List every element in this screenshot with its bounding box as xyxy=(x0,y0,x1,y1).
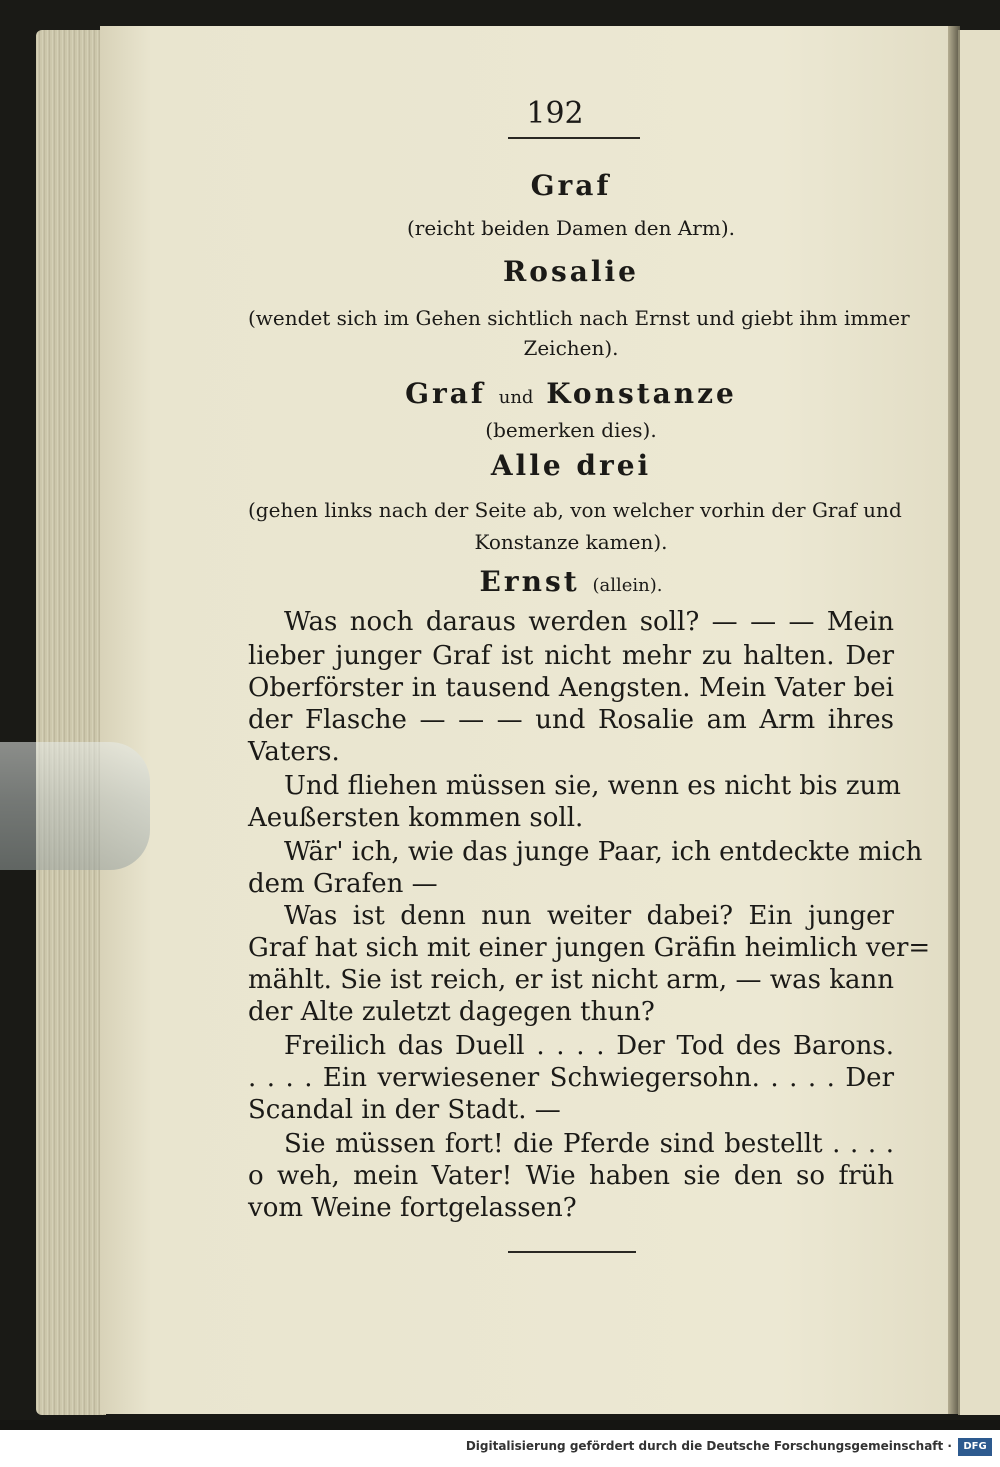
funding-note: Digitalisierung gefördert durch die Deutsche Forschungsgemeinschaft · xyxy=(465,1439,952,1453)
page-number: 192 xyxy=(526,96,584,131)
speaker-heading xyxy=(248,378,894,414)
header-rule xyxy=(508,137,640,139)
text-line: lieber junger Graf ist nicht mehr zu halten. Der xyxy=(248,641,894,671)
text-line: Scandal in der Stadt. — xyxy=(248,1095,561,1125)
next-page-edge xyxy=(958,30,1000,1415)
text-line: Freilich das Duell . . . . Der Tod des Barons. xyxy=(284,1031,894,1061)
text-line: . . . . Ein verwiesener Schwiegersohn. . . . . Der xyxy=(248,1063,894,1093)
speaker-heading xyxy=(248,566,894,602)
text-line: Graf hat sich mit einer jungen Gräfin heimlich ver= xyxy=(248,933,931,963)
text-line: vom Weine fortgelassen? xyxy=(248,1193,577,1223)
page-clip xyxy=(0,742,150,870)
stage-direction: (wendet sich im Gehen sichtlich nach Ernst und giebt ihm immer xyxy=(248,306,910,330)
text-line: Sie müssen fort! die Pferde sind bestellt . . . . xyxy=(284,1129,894,1159)
text-line: o weh, mein Vater! Wie haben sie den so früh xyxy=(248,1161,894,1191)
speaker-conjunction: und xyxy=(498,387,534,408)
text-line: Was noch daraus werden soll? — — — Mein xyxy=(284,607,894,637)
text-line: Was ist denn nun weiter dabei? Ein junger xyxy=(284,901,894,931)
speaker-heading: Graf xyxy=(530,169,612,202)
text-line: mählt. Sie ist reich, er ist nicht arm, — was kann xyxy=(248,965,894,995)
stage-direction: Zeichen). xyxy=(523,336,619,360)
speaker-heading: Rosalie xyxy=(503,255,639,288)
speaker-name: Ernst xyxy=(479,565,580,598)
stage-direction: (allein). xyxy=(592,575,663,596)
text-line: der Alte zuletzt dagegen thun? xyxy=(248,997,655,1027)
footer-bar xyxy=(0,1430,1000,1467)
dfg-logo: DFG xyxy=(958,1438,992,1456)
stage-direction: (gehen links nach der Seite ab, von welcher vorhin der Graf und xyxy=(248,498,902,522)
end-rule xyxy=(508,1251,636,1253)
text-line: Vaters. xyxy=(248,737,340,767)
speaker-heading: Alle drei xyxy=(490,449,652,482)
speaker-name: Konstanze xyxy=(546,377,737,410)
text-line: Aeußersten kommen soll. xyxy=(248,803,584,833)
stage-direction: Konstanze kamen). xyxy=(474,530,668,554)
speaker-name: Graf xyxy=(405,377,486,410)
text-line: der Flasche — — — und Rosalie am Arm ihres xyxy=(248,705,894,735)
text-line: Wär' ich, wie das junge Paar, ich entdeckte mich xyxy=(284,837,923,867)
stage-direction: (bemerken dies). xyxy=(485,418,657,442)
text-line: dem Grafen — xyxy=(248,869,438,899)
stage-direction: (reicht beiden Damen den Arm). xyxy=(407,216,735,240)
text-line: Und fliehen müssen sie, wenn es nicht bis zum xyxy=(284,771,901,801)
page-stack-edge xyxy=(36,30,106,1415)
text-line: Oberförster in tausend Aengsten. Mein Vater bei xyxy=(248,673,894,703)
